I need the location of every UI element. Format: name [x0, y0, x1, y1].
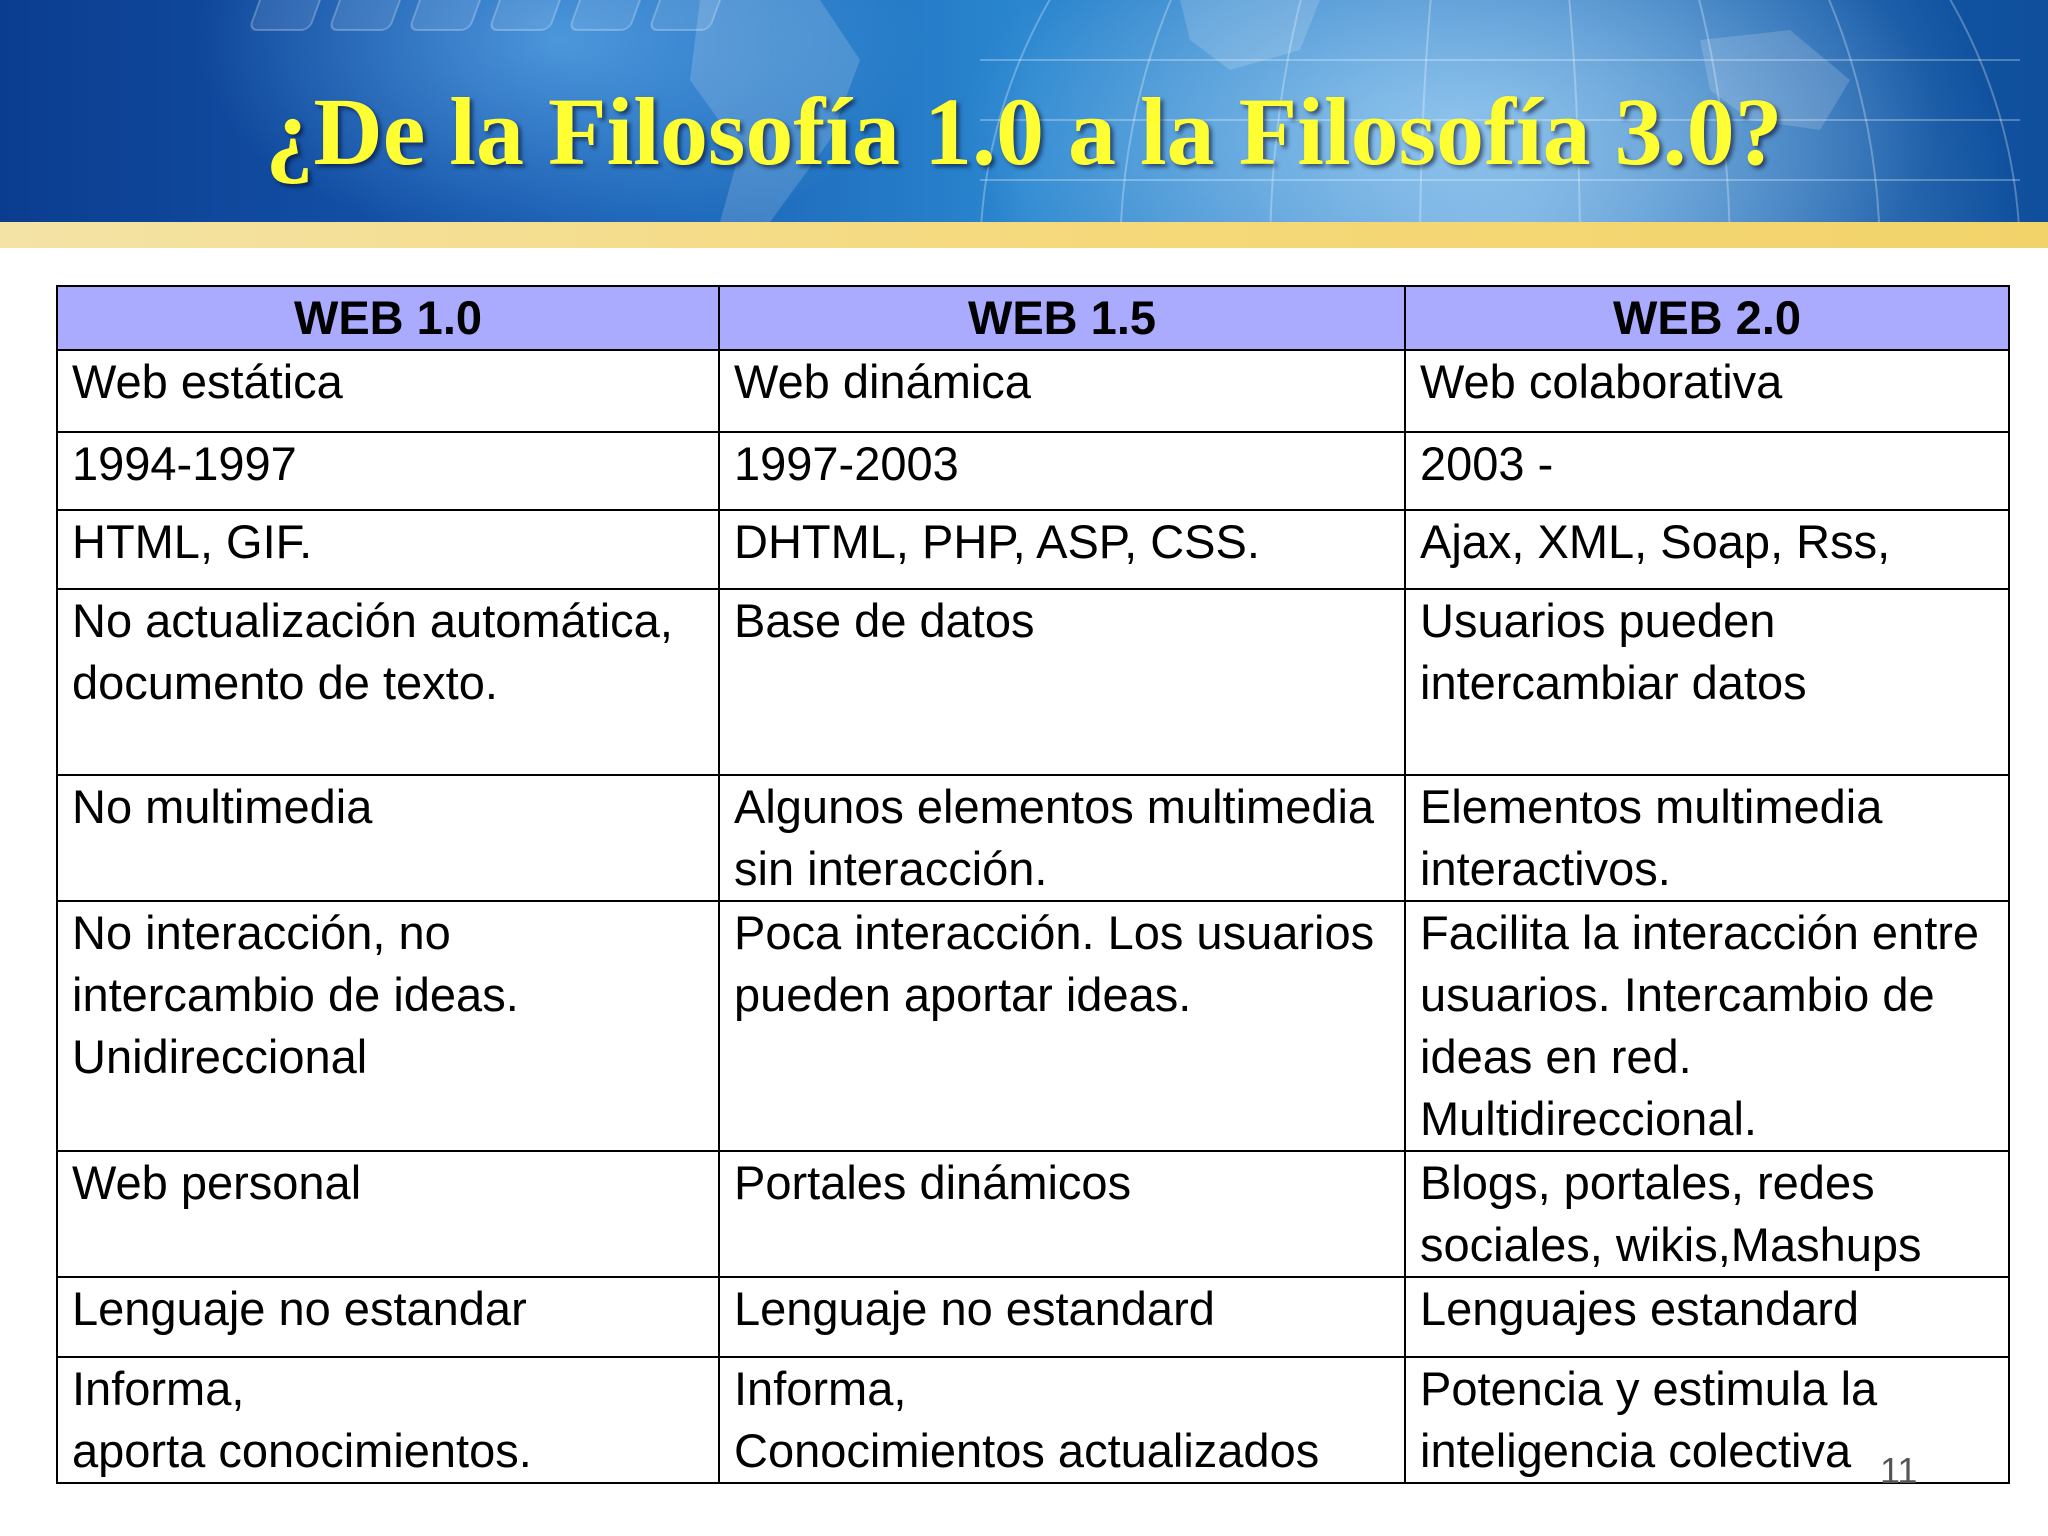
- table-cell: Elementos multimedia interactivos.: [1405, 775, 2009, 901]
- table-cell: HTML, GIF.: [57, 510, 719, 589]
- table-cell: 1997-2003: [719, 432, 1405, 510]
- table-cell: Usuarios pueden intercambiar datos: [1405, 589, 2009, 775]
- table-cell: Blogs, portales, redes sociales, wikis,Mashups: [1405, 1151, 2009, 1277]
- table-cell: Web colaborativa: [1405, 350, 2009, 432]
- table-cell: No multimedia: [57, 775, 719, 901]
- table-cell: DHTML, PHP, ASP, CSS.: [719, 510, 1405, 589]
- table-cell: Base de datos: [719, 589, 1405, 775]
- header-banner: [0, 0, 2048, 222]
- table-cell: Web dinámica: [719, 350, 1405, 432]
- table-row: [57, 510, 2009, 589]
- header-web-1-0: WEB 1.0: [57, 286, 719, 350]
- page-number: 11: [1880, 1450, 1918, 1491]
- header-accent-stripe: [0, 222, 2048, 248]
- table-cell: 1994-1997: [57, 432, 719, 510]
- table-row: [57, 432, 2009, 510]
- table-row: [57, 1277, 2009, 1357]
- table-cell: Lenguaje no estandar: [57, 1277, 719, 1357]
- table-cell: No actualización automática, documento de texto.: [57, 589, 719, 775]
- table-header-row: [57, 286, 2009, 350]
- header-web-1-5: WEB 1.5: [719, 286, 1405, 350]
- table-row: [57, 1357, 2009, 1483]
- header-web-2-0: WEB 2.0: [1405, 286, 2009, 350]
- table-cell: Informa, Conocimientos actualizados: [719, 1357, 1405, 1483]
- table-row: [57, 901, 2009, 1151]
- table-cell: Informa, aporta conocimientos.: [57, 1357, 719, 1483]
- web-comparison-table: [56, 285, 2010, 1484]
- table-cell: Web personal: [57, 1151, 719, 1277]
- table-row: [57, 589, 2009, 775]
- table-row: [57, 1151, 2009, 1277]
- table-cell: Web estática: [57, 350, 719, 432]
- slide-title: ¿De la Filosofía 1.0 a la Filosofía 3.0?: [265, 78, 1783, 185]
- table-cell: Portales dinámicos: [719, 1151, 1405, 1277]
- table-cell: Lenguaje no estandard: [719, 1277, 1405, 1357]
- table-cell: Potencia y estimula la inteligencia colectiva: [1405, 1357, 2009, 1483]
- table-cell: Facilita la interacción entre usuarios. Intercambio de ideas en red. Multidireccional.: [1405, 901, 2009, 1151]
- table-cell: Lenguajes estandard: [1405, 1277, 2009, 1357]
- table-cell: No interacción, no intercambio de ideas. Unidireccional: [57, 901, 719, 1151]
- table-cell: Ajax, XML, Soap, Rss,: [1405, 510, 2009, 589]
- table-row: [57, 350, 2009, 432]
- table-cell: 2003 -: [1405, 432, 2009, 510]
- table-cell: Algunos elementos multimedia sin interacción.: [719, 775, 1405, 901]
- table-row: [57, 775, 2009, 901]
- table-cell: Poca interacción. Los usuarios pueden aportar ideas.: [719, 901, 1405, 1151]
